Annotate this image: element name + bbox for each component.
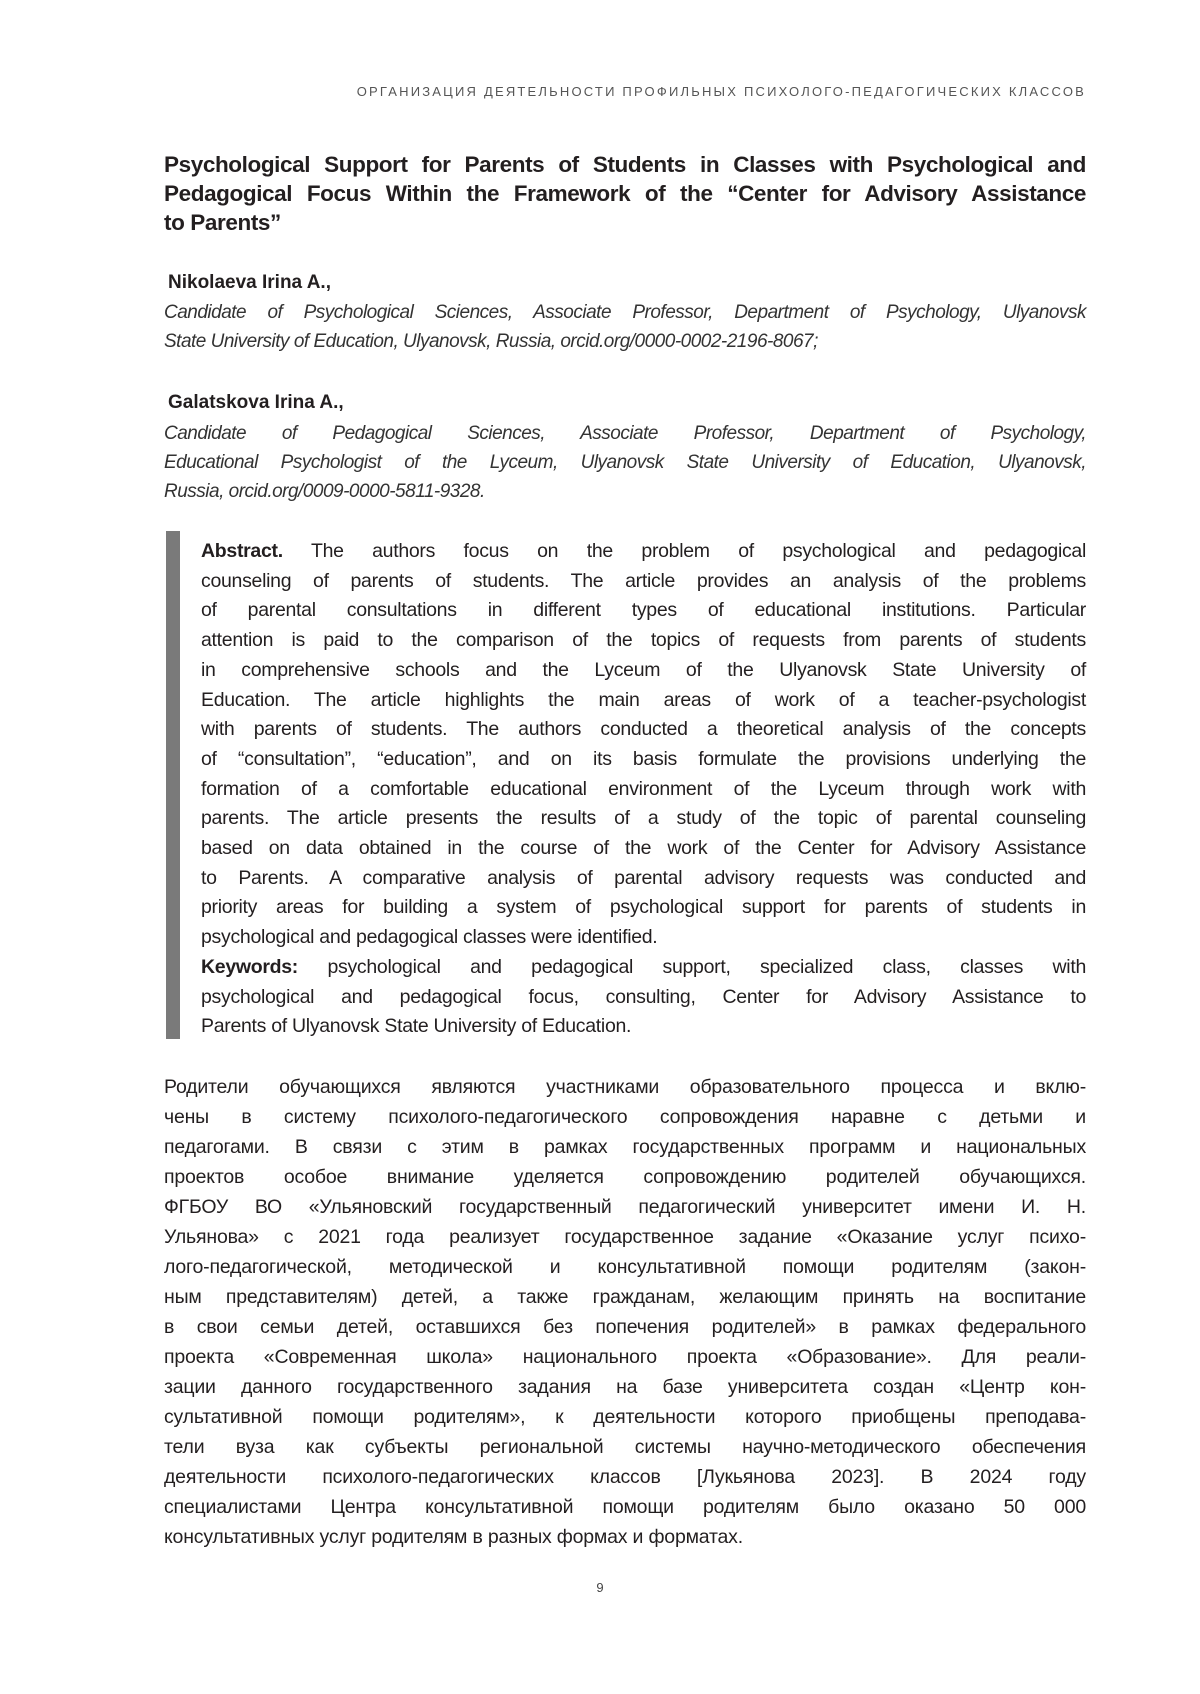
line-text: formation of a comfortable educational environment of the Lyceum through work with bbox=[201, 777, 1086, 800]
text-line bbox=[164, 1462, 1086, 1492]
line-text: State University of Education, Ulyanovsk, Russia, orcid.org/0000-0002-2196-8067; bbox=[164, 331, 818, 352]
line-text: psychological and pedagogical support, specialized class, classes with bbox=[298, 955, 1086, 978]
text-line bbox=[201, 953, 1086, 983]
text-line bbox=[164, 1492, 1086, 1522]
text-line bbox=[164, 1432, 1086, 1462]
section-label: Abstract. bbox=[201, 540, 283, 562]
line-text: based on data obtained in the course of the work of the Center for Advisory Assistance bbox=[201, 837, 1086, 860]
line-text: Psychological Support for Parents of Students in Classes with Psychological and bbox=[164, 152, 1086, 177]
page-number: 9 bbox=[596, 1580, 604, 1595]
line-text: лого-педагогической, методической и консультативной помощи родителям (закон- bbox=[164, 1256, 1086, 1278]
line-text: parents. The article presents the results of a study of the topic of parental counseling bbox=[201, 807, 1086, 830]
article-title bbox=[164, 150, 1086, 237]
text-line bbox=[201, 686, 1086, 716]
text-line bbox=[201, 715, 1086, 745]
text-line bbox=[164, 1192, 1086, 1222]
line-text: psychological and pedagogical focus, consulting, Center for Advisory Assistance to bbox=[201, 985, 1086, 1008]
line-text: to Parents. A comparative analysis of parental advisory requests was conducted and bbox=[201, 866, 1086, 889]
text-line bbox=[164, 1312, 1086, 1342]
line-text: ФГБОУ ВО «Ульяновский государственный педагогический университет имени И. Н. bbox=[164, 1196, 1086, 1218]
text-line bbox=[201, 596, 1086, 626]
body-paragraph bbox=[164, 1072, 1086, 1552]
text-line bbox=[201, 804, 1086, 834]
text-line bbox=[164, 419, 1086, 448]
text-line bbox=[201, 1012, 1086, 1042]
line-text: проектов особое внимание уделяется сопровождению родителей обучающихся. bbox=[164, 1166, 1086, 1188]
text-line bbox=[201, 656, 1086, 686]
line-text: тели вуза как субъекты региональной системы научно-методического обеспечения bbox=[164, 1436, 1086, 1458]
line-text: чены в систему психолого-педагогического сопровождения наравне с детьми и bbox=[164, 1106, 1086, 1128]
author-name: Galatskova Irina A., bbox=[168, 392, 344, 413]
abstract-sidebar-rule bbox=[166, 531, 180, 1039]
text-line bbox=[164, 208, 1086, 237]
text-line bbox=[164, 1162, 1086, 1192]
line-text: специалистами Центра консультативной помощи родителям было оказано 50 000 bbox=[164, 1496, 1086, 1518]
abstract-text bbox=[201, 537, 1086, 953]
text-line bbox=[164, 1282, 1086, 1312]
section-label: Keywords: bbox=[201, 955, 298, 978]
text-line bbox=[201, 923, 1086, 953]
line-text: в свои семьи детей, оставшихся без попечения родителей» в рамках федерального bbox=[164, 1316, 1086, 1338]
running-head: ОРГАНИЗАЦИЯ ДЕЯТЕЛЬНОСТИ ПРОФИЛЬНЫХ ПСИХОЛОГО-ПЕДАГОГИЧЕСКИХ КЛАССОВ bbox=[356, 84, 1086, 99]
text-line bbox=[164, 1102, 1086, 1132]
text-line bbox=[164, 477, 1086, 506]
line-text: зации данного государственного задания на базе университета создан «Центр кон- bbox=[164, 1376, 1086, 1398]
line-text: priority areas for building a system of psychological support for parents of students in bbox=[201, 896, 1086, 919]
line-text: to Parents” bbox=[164, 210, 281, 235]
line-text: консультативных услуг родителям в разных формах и форматах. bbox=[164, 1526, 743, 1548]
line-text: in comprehensive schools and the Lyceum of the Ulyanovsk State University of bbox=[201, 658, 1086, 681]
line-text: деятельности психолого-педагогических классов [Лукьянова 2023]. В 2024 году bbox=[164, 1466, 1086, 1488]
text-line bbox=[164, 1072, 1086, 1102]
line-text: of “consultation”, “education”, and on its basis formulate the provisions underlying the bbox=[201, 747, 1086, 770]
text-line bbox=[164, 1522, 1086, 1552]
text-line bbox=[201, 626, 1086, 656]
text-line bbox=[164, 448, 1086, 477]
line-text: Educational Psychologist of the Lyceum, Ulyanovsk State University of Education, Ulyanovsk, bbox=[164, 452, 1086, 473]
text-line bbox=[164, 1342, 1086, 1372]
text-line bbox=[164, 1402, 1086, 1432]
line-text: Russia, orcid.org/0009-0000-5811-9328. bbox=[164, 481, 485, 502]
text-line bbox=[164, 1252, 1086, 1282]
author-affiliation bbox=[164, 298, 1086, 356]
text-line bbox=[164, 1372, 1086, 1402]
line-text: Ульянова» с 2021 года реализует государственное задание «Оказание услуг психо- bbox=[164, 1226, 1086, 1248]
author-name: Nikolaeva Irina A., bbox=[168, 272, 331, 293]
line-text: Candidate of Pedagogical Sciences, Associate Professor, Department of Psychology, bbox=[164, 423, 1086, 444]
line-text: The authors focus on the problem of psychological and pedagogical bbox=[282, 540, 1086, 562]
line-text: Candidate of Psychological Sciences, Associate Professor, Department of Psychology, Ulyanovsk bbox=[164, 302, 1086, 323]
abstract-block bbox=[201, 537, 1086, 1042]
text-line bbox=[164, 179, 1086, 208]
line-text: проекта «Современная школа» национального проекта «Образование». Для реали- bbox=[164, 1346, 1086, 1368]
line-text: Parents of Ulyanovsk State University of Education. bbox=[201, 1015, 632, 1038]
line-text: with parents of students. The authors conducted a theoretical analysis of the concepts bbox=[201, 718, 1086, 741]
text-line bbox=[164, 150, 1086, 179]
line-text: ным представителям) детей, а также гражданам, желающим принять на воспитание bbox=[164, 1286, 1086, 1308]
text-line bbox=[201, 775, 1086, 805]
text-line bbox=[201, 834, 1086, 864]
line-text: counseling of parents of students. The article provides an analysis of the problems bbox=[201, 569, 1086, 592]
text-line bbox=[201, 893, 1086, 923]
line-text: педагогами. В связи с этим в рамках государственных программ и национальных bbox=[164, 1136, 1086, 1158]
author-affiliation bbox=[164, 419, 1086, 506]
text-line bbox=[164, 298, 1086, 327]
text-line bbox=[201, 864, 1086, 894]
line-text: attention is paid to the comparison of the topics of requests from parents of students bbox=[201, 629, 1086, 652]
line-text: Education. The article highlights the main areas of work of a teacher-psychologist bbox=[201, 688, 1086, 711]
line-text: сультативной помощи родителям», к деятельности которого приобщены преподава- bbox=[164, 1406, 1086, 1428]
text-line bbox=[201, 567, 1086, 597]
text-line bbox=[201, 537, 1086, 567]
line-text: of parental consultations in different types of educational institutions. Particular bbox=[201, 599, 1086, 622]
keywords-text bbox=[201, 953, 1086, 1042]
line-text: Pedagogical Focus Within the Framework of the “Center for Advisory Assistance bbox=[164, 181, 1086, 206]
text-line bbox=[201, 745, 1086, 775]
text-line bbox=[164, 327, 1086, 356]
text-line bbox=[164, 1132, 1086, 1162]
text-line bbox=[164, 1222, 1086, 1252]
line-text: psychological and pedagogical classes were identified. bbox=[201, 926, 658, 949]
line-text: Родители обучающихся являются участниками образовательного процесса и вклю- bbox=[164, 1076, 1086, 1098]
text-line bbox=[201, 983, 1086, 1013]
